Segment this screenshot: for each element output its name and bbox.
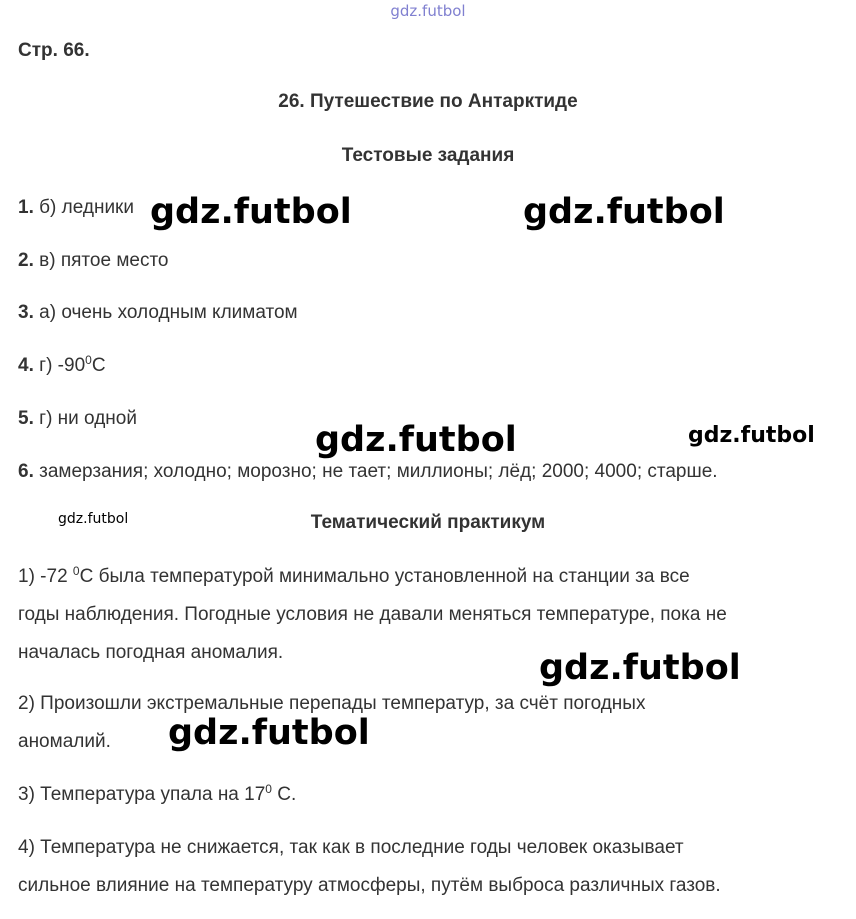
answer-2-line1: 2) Произошли экстремальные перепады температур, за счёт погодных	[18, 693, 646, 714]
test-item-6	[18, 461, 718, 483]
test-section-heading: Тестовые задания	[341, 145, 515, 166]
test-item-text: замерзания; холодно; морозно; не тает; миллионы; лёд; 2000; 4000; старше.	[39, 461, 718, 482]
test-item-number: 4.	[18, 355, 34, 376]
answer-1-line2: годы наблюдения. Погодные условия не давали меняться температуре, пока не	[18, 604, 727, 625]
test-item-number: 2.	[18, 250, 34, 271]
answer-4-line2: сильное влияние на температуру атмосферы, путём выброса различных газов.	[18, 875, 721, 896]
top-watermark: gdz.futbol	[390, 2, 466, 20]
watermark: gdz.futbol	[315, 420, 517, 460]
answer-2-line2: аномалий.	[18, 731, 111, 752]
answer-1-line1: С была температурой минимально установленной на станции за все	[79, 566, 690, 587]
page-title: 26. Путешествие по Антарктиде	[278, 91, 578, 112]
test-item-1	[18, 197, 134, 219]
degree-superscript: 0	[72, 564, 80, 578]
watermark: gdz.futbol	[539, 648, 741, 688]
practicum-heading: Тематический практикум	[310, 512, 546, 533]
test-item-text-unit: С	[91, 355, 106, 376]
page-label: Стр. 66.	[18, 40, 90, 61]
test-item-number: 6.	[18, 461, 34, 482]
degree-superscript: 0	[265, 782, 272, 796]
test-item-2	[18, 250, 169, 272]
test-item-text: г) ни одной	[39, 408, 137, 429]
practicum-answer-2	[18, 685, 848, 761]
answer-3-text: 3) Температура упала на 17	[18, 784, 266, 805]
watermark: gdz.futbol	[688, 423, 815, 448]
test-item-text: г) -90	[39, 355, 86, 376]
test-item-4	[18, 355, 106, 377]
watermark: gdz.futbol	[168, 713, 370, 753]
watermark: gdz.futbol	[150, 192, 352, 232]
degree-superscript: 0	[85, 353, 92, 367]
test-item-text: б) ледники	[39, 197, 134, 218]
test-item-number: 5.	[18, 408, 34, 429]
answer-4-line1: 4) Температура не снижается, так как в последние годы человек оказывает	[18, 837, 684, 858]
watermark: gdz.futbol	[523, 192, 725, 232]
practicum-answer-3	[18, 776, 848, 814]
answer-3-unit: С.	[271, 784, 297, 805]
test-item-5	[18, 408, 137, 430]
answer-1-line3: началась погодная аномалия.	[18, 642, 284, 663]
watermark: gdz.futbol	[58, 511, 129, 527]
test-item-number: 3.	[18, 302, 34, 323]
test-item-text: а) очень холодным климатом	[39, 302, 298, 323]
test-item-number: 1.	[18, 197, 34, 218]
answer-1-start: 1) -72	[18, 566, 73, 587]
test-item-3	[18, 302, 298, 324]
test-item-text: в) пятое место	[39, 250, 169, 271]
practicum-answer-4	[18, 829, 848, 905]
